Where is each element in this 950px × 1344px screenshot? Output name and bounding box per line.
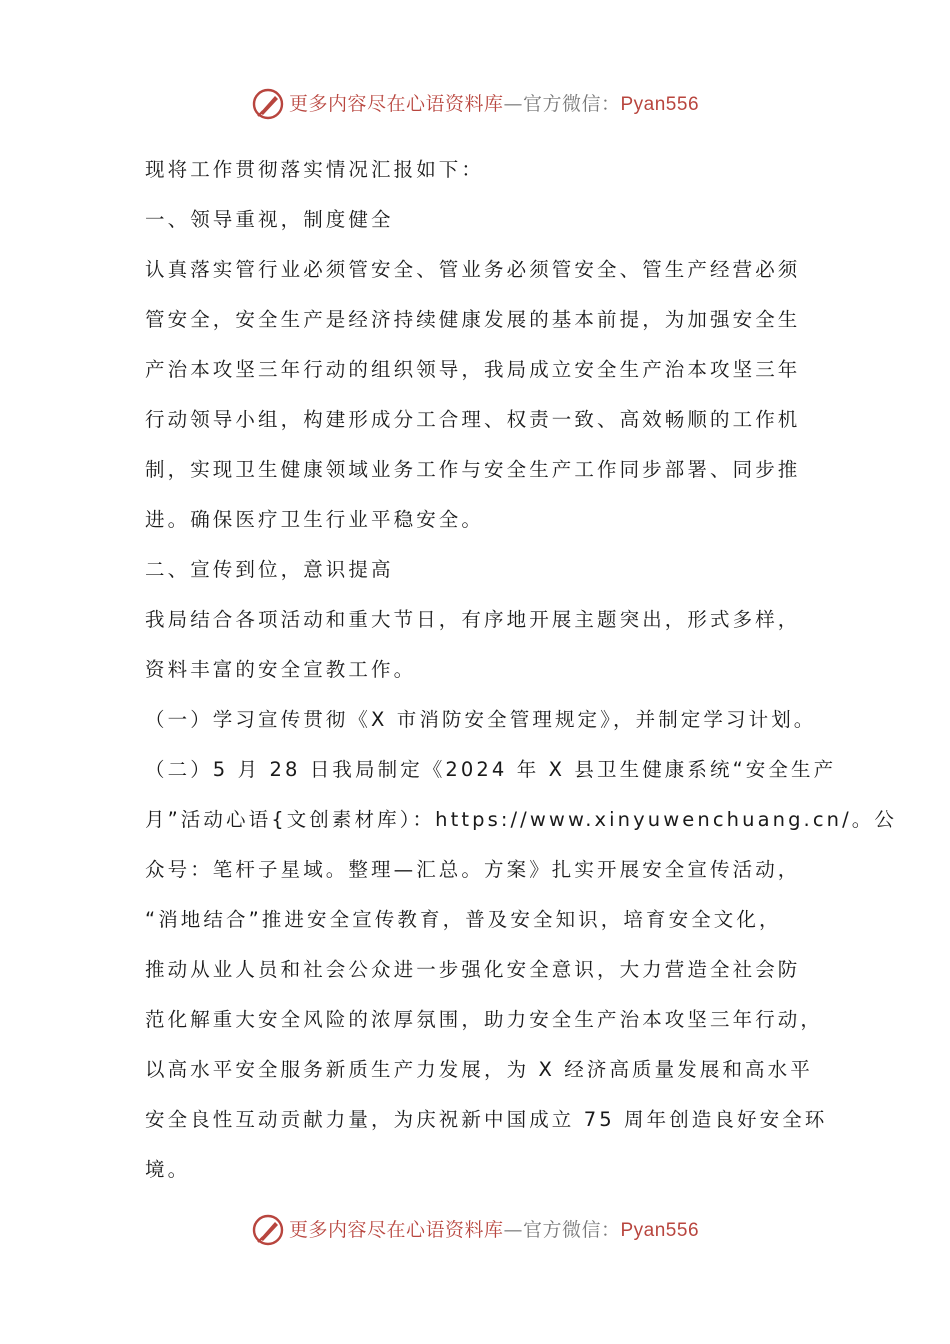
list-item-1: （一）学习宣传贯彻《X 市消防安全管理规定》，并制定学习计划。 <box>145 708 817 731</box>
paragraph-line: 认真落实管行业必须管安全、管业务必须管安全、管生产经营必须 <box>145 258 801 281</box>
paragraph-line: 推动从业人员和社会公众进一步强化安全意识，大力营造全社会防 <box>145 958 801 981</box>
paragraph-line: 月”活动心语{文创素材库）：https://www.xinyuwenchuang.cn/。公 <box>145 808 898 831</box>
paragraph-line: 安全良性互动贡献力量，为庆祝新中国成立 75 周年创造良好安全环 <box>145 1108 828 1131</box>
header-watermark-banner <box>0 84 950 124</box>
section-heading-1: 一、领导重视，制度健全 <box>145 208 394 231</box>
paragraph-line: 以高水平安全服务新质生产力发展，为 X 经济高质量发展和高水平 <box>145 1058 813 1081</box>
quill-logo-icon <box>251 87 285 121</box>
paragraph-line: 我局结合各项活动和重大节日，有序地开展主题突出，形式多样， <box>145 608 801 631</box>
paragraph-line: 境。 <box>145 1158 191 1181</box>
paragraph-line: “消地结合”推进安全宣传教育，普及安全知识，培育安全文化， <box>145 908 782 931</box>
watermark-text: 更多内容尽在心语资料库—官方微信：Pyan556 <box>288 1218 700 1241</box>
paragraph-line: 管安全，安全生产是经济持续健康发展的基本前提，为加强安全生 <box>145 308 801 331</box>
watermark-text: 更多内容尽在心语资料库—官方微信：Pyan556 <box>288 92 700 115</box>
paragraph-line: 制，实现卫生健康领域业务工作与安全生产工作同步部署、同步推 <box>145 458 801 481</box>
list-item-2: （二）5 月 28 日我局制定《2024 年 X 县卫生健康系统“安全生产 <box>145 758 837 781</box>
paragraph-line: 资料丰富的安全宣教工作。 <box>145 658 417 681</box>
quill-logo-icon <box>251 1213 285 1247</box>
footer-watermark-banner <box>0 1210 950 1250</box>
paragraph-line: 众号：笔杆子星域。整理—汇总。方案》扎实开展安全宣传活动， <box>145 858 801 881</box>
paragraph-line: 行动领导小组，构建形成分工合理、权责一致、高效畅顺的工作机 <box>145 408 801 431</box>
section-heading-2: 二、宣传到位，意识提高 <box>145 558 394 581</box>
document-body <box>145 148 898 1198</box>
paragraph-line: 产治本攻坚三年行动的组织领导，我局成立安全生产治本攻坚三年 <box>145 358 801 381</box>
paragraph-line: 进。确保医疗卫生行业平稳安全。 <box>145 508 485 531</box>
intro-line: 现将工作贯彻落实情况汇报如下： <box>145 158 485 181</box>
paragraph-line: 范化解重大安全风险的浓厚氛围，助力安全生产治本攻坚三年行动， <box>145 1008 824 1031</box>
